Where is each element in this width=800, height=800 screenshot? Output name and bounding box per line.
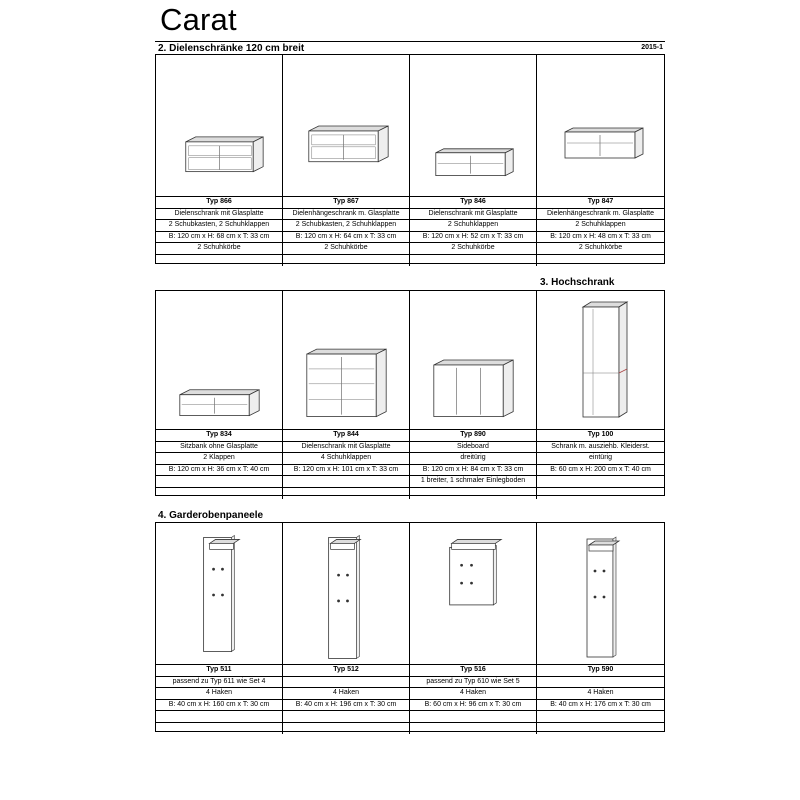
product-type: Typ 847: [537, 197, 664, 209]
product-line: 2 Schubkasten, 2 Schuhklappen: [283, 220, 409, 232]
product-type: Typ 100: [537, 430, 664, 442]
product-line: [283, 677, 409, 689]
product-line: 4 Haken: [283, 688, 409, 700]
product-card: [156, 523, 283, 734]
product-line: Dielenschrank mit Glasplatte: [410, 209, 536, 221]
product-line: [156, 488, 282, 499]
product-line: dreitürig: [410, 453, 536, 465]
product-dimensions: B: 120 cm x H: 36 cm x T: 40 cm: [156, 465, 282, 477]
product-dimensions: B: 120 cm x H: 48 cm x T: 33 cm: [537, 232, 664, 244]
product-line: [283, 723, 409, 734]
product-card: [537, 55, 664, 266]
header-rule: [155, 41, 665, 42]
product-card: [156, 55, 283, 266]
product-dimensions: B: 40 cm x H: 160 cm x T: 30 cm: [156, 700, 282, 712]
coat-panel-drawing-511: [156, 523, 282, 664]
product-line: 2 Klappen: [156, 453, 282, 465]
product-dimensions: B: 120 cm x H: 68 cm x T: 33 cm: [156, 232, 282, 244]
product-type: Typ 511: [156, 665, 282, 677]
product-line: 2 Schuhklappen: [410, 220, 536, 232]
product-dimensions: B: 40 cm x H: 176 cm x T: 30 cm: [537, 700, 664, 712]
product-dimensions: B: 60 cm x H: 200 cm x T: 40 cm: [537, 465, 664, 477]
product-drawing: [537, 291, 664, 430]
product-drawing: [537, 55, 664, 197]
product-line: [283, 711, 409, 723]
brand-title: Carat: [160, 2, 237, 37]
product-card: [410, 523, 537, 734]
sideboard-drawing-867: [283, 55, 409, 196]
product-line: [283, 255, 409, 266]
product-line: [410, 255, 536, 266]
product-line: 2 Schuhklappen: [537, 220, 664, 232]
product-line: [156, 476, 282, 488]
product-dimensions: B: 120 cm x H: 101 cm x T: 33 cm: [283, 465, 409, 477]
bench-drawing-834: [156, 291, 282, 429]
sideboard-drawing-846: [410, 55, 536, 196]
section-title-garderobenpaneele: 4. Garderobenpaneele: [158, 510, 264, 521]
product-line: [537, 255, 664, 266]
product-card: [537, 291, 664, 499]
product-line: Dielenschrank mit Glasplatte: [156, 209, 282, 221]
product-line: 4 Schuhklappen: [283, 453, 409, 465]
product-card: [283, 291, 410, 499]
coat-panel-drawing-516: [410, 523, 536, 664]
product-drawing: [283, 55, 409, 197]
product-dimensions: B: 120 cm x H: 64 cm x T: 33 cm: [283, 232, 409, 244]
cabinet-drawing-844: [283, 291, 409, 429]
product-line: [410, 488, 536, 499]
product-type: Typ 867: [283, 197, 409, 209]
product-line: Dielenhängeschrank m. Glasplatte: [537, 209, 664, 221]
product-card: [410, 55, 537, 266]
product-line: 2 Schubkasten, 2 Schuhklappen: [156, 220, 282, 232]
product-line: 1 breiter, 1 schmaler Einlegboden: [410, 476, 536, 488]
product-dimensions: B: 60 cm x H: 96 cm x T: 30 cm: [410, 700, 536, 712]
product-type: Typ 512: [283, 665, 409, 677]
tall-cabinet-drawing-100: [537, 291, 664, 429]
product-line: [283, 476, 409, 488]
product-line: 2 Schuhkörbe: [410, 243, 536, 255]
product-line: 2 Schuhkörbe: [537, 243, 664, 255]
product-line: Sideboard: [410, 442, 536, 454]
product-line: [537, 677, 664, 689]
product-dimensions: B: 40 cm x H: 196 cm x T: 30 cm: [283, 700, 409, 712]
product-drawing: [283, 291, 409, 430]
product-type: Typ 516: [410, 665, 536, 677]
product-type: Typ 890: [410, 430, 536, 442]
product-grid-hochschrank: [155, 290, 665, 496]
sideboard-drawing-866: [156, 55, 282, 196]
product-grid-dielenschraenke: [155, 54, 665, 264]
product-line: [156, 255, 282, 266]
product-line: [410, 711, 536, 723]
product-line: 2 Schuhkörbe: [283, 243, 409, 255]
product-line: 4 Haken: [156, 688, 282, 700]
product-type: Typ 834: [156, 430, 282, 442]
product-drawing: [537, 523, 664, 665]
product-drawing: [410, 55, 536, 197]
product-drawing: [156, 291, 282, 430]
product-type: Typ 590: [537, 665, 664, 677]
product-line: Sitzbank ohne Glasplatte: [156, 442, 282, 454]
product-dimensions: B: 120 cm x H: 52 cm x T: 33 cm: [410, 232, 536, 244]
product-line: Dielenschrank mit Glasplatte: [283, 442, 409, 454]
product-line: eintürig: [537, 453, 664, 465]
coat-panel-drawing-512: [283, 523, 409, 664]
product-drawing: [156, 523, 282, 665]
product-drawing: [283, 523, 409, 665]
product-line: 2 Schuhkörbe: [156, 243, 282, 255]
product-grid-garderobenpaneele: [155, 522, 665, 732]
product-line: 4 Haken: [537, 688, 664, 700]
product-drawing: [410, 291, 536, 430]
section-title-dielenschraenke: 2. Dielenschränke 120 cm breit: [158, 43, 305, 54]
product-card: [410, 291, 537, 499]
product-line: Schrank m. ausziehb. Kleiderst.: [537, 442, 664, 454]
product-line: 4 Haken: [410, 688, 536, 700]
section-title-hochschrank: 3. Hochschrank: [540, 277, 615, 288]
product-line: [156, 711, 282, 723]
product-line: [410, 723, 536, 734]
product-card: [156, 291, 283, 499]
product-line: [156, 723, 282, 734]
product-type: Typ 844: [283, 430, 409, 442]
product-type: Typ 846: [410, 197, 536, 209]
product-dimensions: B: 120 cm x H: 84 cm x T: 33 cm: [410, 465, 536, 477]
product-drawing: [410, 523, 536, 665]
product-line: [537, 711, 664, 723]
sideboard-drawing-847: [537, 55, 664, 196]
product-type: Typ 866: [156, 197, 282, 209]
product-line: Dielenhängeschrank m. Glasplatte: [283, 209, 409, 221]
product-line: passend zu Typ 610 wie Set 5: [410, 677, 536, 689]
product-line: [283, 488, 409, 499]
product-card: [283, 55, 410, 266]
version-label: 2015-1: [641, 44, 663, 51]
product-card: [283, 523, 410, 734]
product-line: [537, 476, 664, 488]
coat-panel-drawing-590: [537, 523, 664, 664]
product-line: [537, 723, 664, 734]
product-card: [537, 523, 664, 734]
product-drawing: [156, 55, 282, 197]
product-line: passend zu Typ 611 wie Set 4: [156, 677, 282, 689]
sideboard-drawing-890: [410, 291, 536, 429]
product-line: [537, 488, 664, 499]
